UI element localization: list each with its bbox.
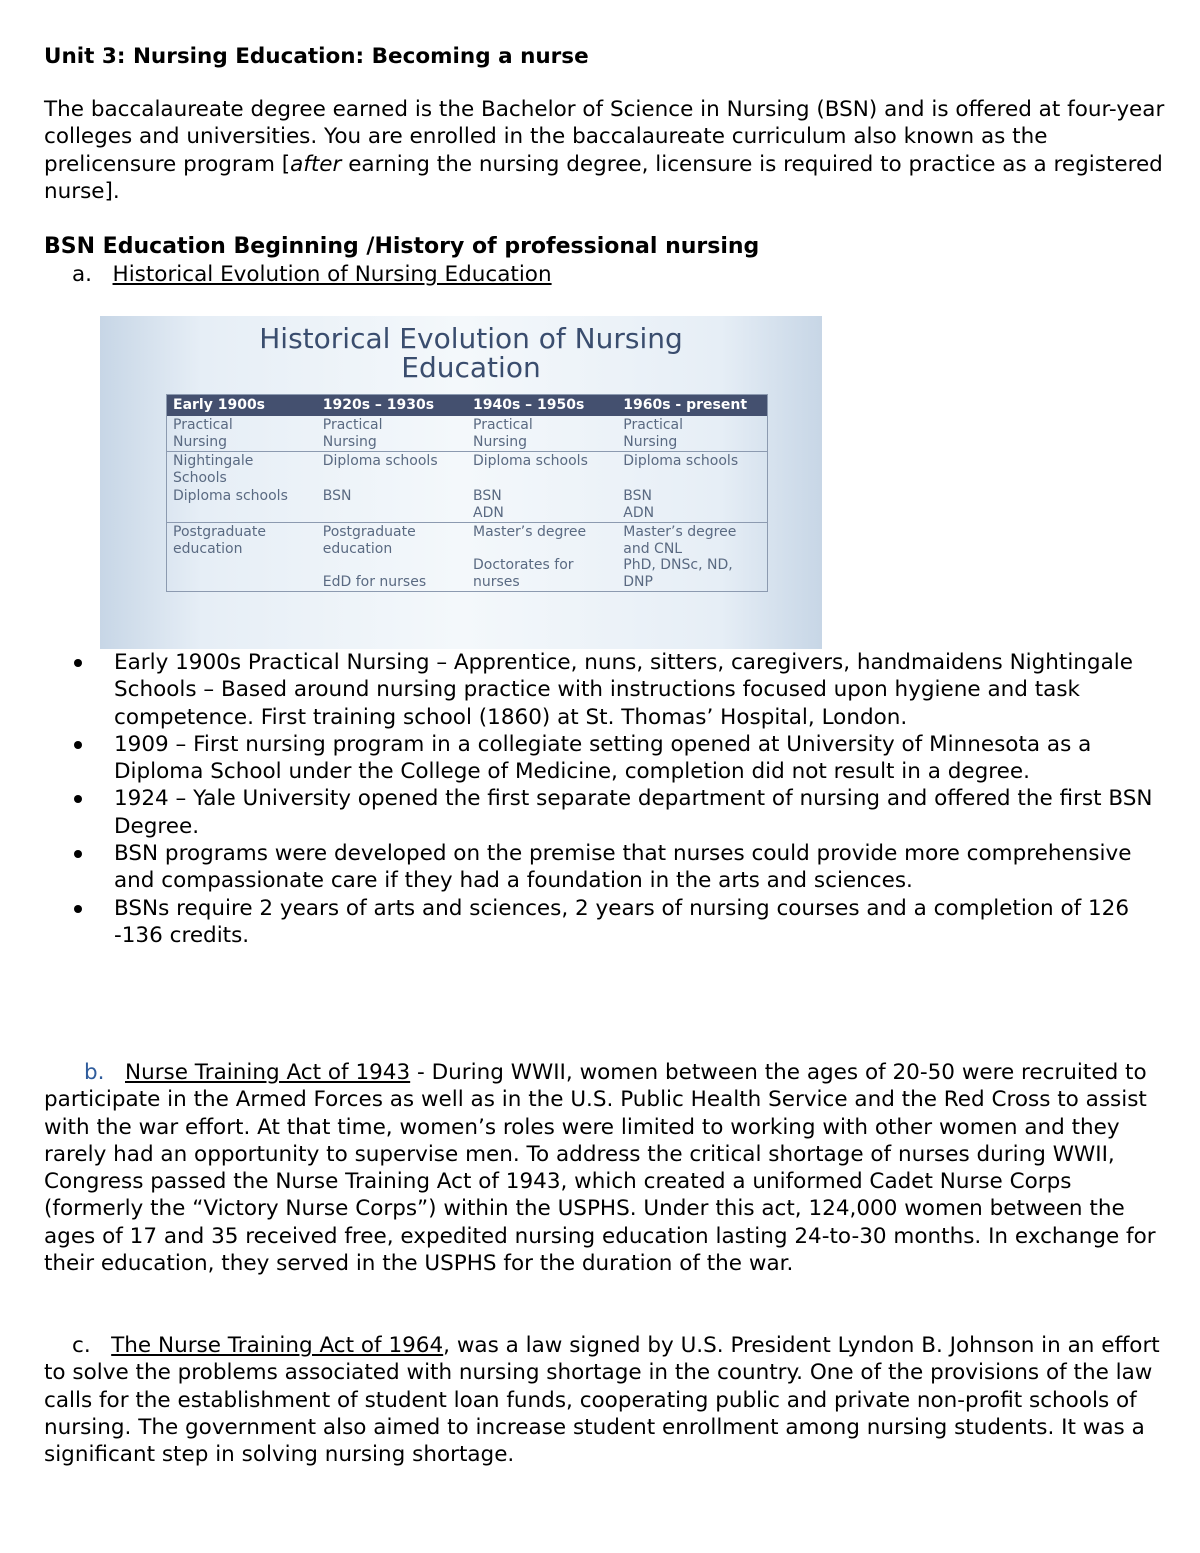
item-c-paragraph — [44, 1332, 1174, 1468]
intro-text-1: The baccalaureate degree earned is the Bachelor of Science in Nursing (BSN) and is offered at four-year colleges and universities. You are enrolled in the baccalaureate curriculum also known as the prelicensure program [ — [44, 97, 1165, 177]
table-header-row — [167, 395, 768, 417]
list-item: 1909 – First nursing program in a collegiate setting opened at University of Minnesota as a Diploma School under the College of Medicine, completion did not result in a degree. — [44, 731, 1154, 786]
table-row — [167, 487, 768, 523]
historical-evolution-slide — [100, 316, 822, 649]
table-cell: BSN ADN — [467, 487, 617, 523]
table-cell: Diploma schools — [167, 487, 317, 523]
intro-emphasis: after — [290, 151, 342, 177]
header-1960s-present: 1960s - present — [617, 395, 767, 417]
item-c-label: The Nurse Training Act of 1964 — [111, 1333, 444, 1358]
table-cell: Postgraduate education — [173, 524, 266, 557]
list-item: BSNs require 2 years of arts and sciences, 2 years of nursing courses and a completion of 126 -136 credits. — [44, 895, 1154, 950]
bullet-icon — [74, 795, 82, 803]
item-b-text: - During WWII, women between the ages of 20-50 were recruited to participate in the Armed Forces as well as in the U.S. Public Health Service and the Red Cross to assist with the war effort. At that time, women’s roles were limited to working with other women and they rarely had an opportunity to supervise men. To address the critical shortage of nurses during WWII, Congress passed the Nurse Training Act of 1943, which created a uniformed Cadet Nurse Corps (formerly the “Victory Nurse Corps”) within the USPHS. Under this act, 124,000 women between the ages of 17 and 35 received free, expedited nursing education lasting 24-to-30 months. In exchange for their education, they served in the USPHS for the duration of the war. — [44, 1060, 1156, 1277]
intro-paragraph — [44, 96, 1174, 205]
item-b-paragraph — [44, 1059, 1174, 1277]
table-cell: Diploma schools — [322, 453, 438, 469]
item-a — [72, 261, 1200, 288]
table-cell: Master’s degree Doctorates for nurses — [473, 524, 587, 590]
section-title: BSN Education Beginning /History of professional nursing — [44, 234, 760, 259]
table-cell: BSN ADN — [617, 487, 767, 523]
item-b-label: Nurse Training Act of 1943 — [125, 1060, 411, 1085]
header-early-1900s: Early 1900s — [167, 395, 317, 417]
bullet-icon — [74, 905, 82, 913]
item-b-marker: b. — [84, 1060, 105, 1085]
slide-title — [100, 324, 842, 382]
table-row — [167, 452, 768, 488]
slide-title-line-2: Education — [401, 351, 541, 384]
table-cell: Diploma schools — [623, 453, 739, 469]
table-cell: Practical Nursing — [617, 416, 767, 452]
table-cell: Master’s degree and CNL PhD, DNSc, ND, DNP — [623, 524, 737, 590]
table-cell: Practical Nursing — [167, 416, 317, 452]
table-row — [167, 416, 768, 452]
list-item: Early 1900s Practical Nursing – Apprentice, nuns, sitters, caregivers, handmaidens Nightingale Schools – Based around nursing practice with instructions focused upon hygiene and task competence. First training school (1860) at St. Thomas’ Hospital, London. — [44, 649, 1154, 731]
item-c-marker: c. — [72, 1333, 91, 1358]
intro-text-2: earning the nursing degree, licensure is required to practice as a registered nurse]. — [44, 151, 1163, 204]
history-bullet-list — [44, 649, 1154, 949]
table-cell: Nightingale Schools — [173, 453, 254, 486]
slide-title-line-1: Historical Evolution of Nursing — [259, 322, 683, 355]
list-item: 1924 – Yale University opened the first separate department of nursing and offered the first BSN Degree. — [44, 785, 1154, 840]
list-item: BSN programs were developed on the premise that nurses could provide more comprehensive and compassionate care if they had a foundation in the arts and sciences. — [44, 840, 1154, 895]
table-cell: Diploma schools — [473, 453, 588, 469]
table-cell: Practical Nursing — [317, 416, 467, 452]
table-row — [167, 523, 768, 592]
table-cell: Postgraduate education EdD for nurses — [322, 524, 427, 590]
item-a-marker: a. — [72, 262, 93, 287]
page-title: Unit 3: Nursing Education: Becoming a nurse — [44, 44, 589, 69]
item-c-text: , was a law signed by U.S. President Lyndon B. Johnson in an effort to solve the problems associated with nursing shortage in the country. One of the provisions of the law calls for the establishment of student loan funds, cooperating public and private non-profit schools of nursing. The government also aimed to increase student enrollment among nursing students. It was a significant step in solving nursing shortage. — [44, 1333, 1160, 1468]
bullet-icon — [74, 850, 82, 858]
header-1940s-1950s: 1940s – 1950s — [467, 395, 617, 417]
table-cell: Practical Nursing — [467, 416, 617, 452]
bullet-icon — [74, 659, 82, 667]
evolution-table — [166, 394, 768, 592]
header-1920s-1930s: 1920s – 1930s — [317, 395, 467, 417]
item-a-label: Historical Evolution of Nursing Education — [112, 262, 552, 287]
bullet-icon — [74, 741, 82, 749]
table-cell: BSN — [317, 487, 467, 523]
